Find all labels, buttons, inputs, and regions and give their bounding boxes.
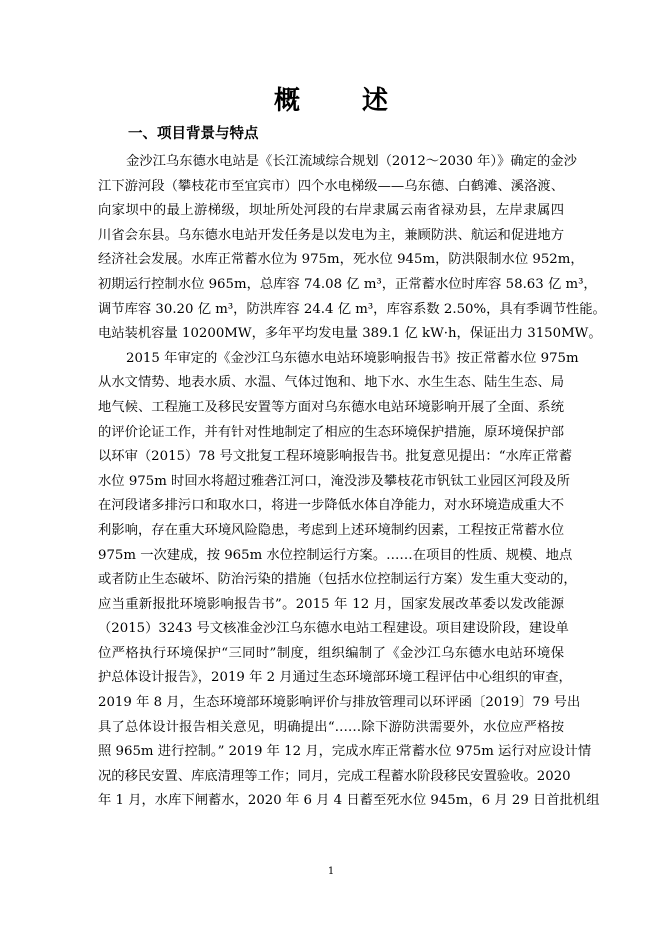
paragraph-line: 年 1 月，水库下闸蓄水，2020 年 6 月 4 日蓄至死水位 945m，6 月 29 日首批机组 [98, 793, 600, 809]
paragraph-line: 的评价论证工作，并有针对性地制定了相应的生态环境保护措施，原环境保护部 [98, 424, 564, 440]
paragraph-line: 初期运行控制水位 965m，总库容 74.08 亿 m³，正常蓄水位时库容 58.63 亿 m³， [98, 276, 597, 292]
paragraph-line: 2015 年审定的《金沙江乌东德水电站环境影响报告书》按正常蓄水位 975m [126, 350, 579, 366]
paragraph-line: 金沙江乌东德水电站是《长江流域综合规划（2012～2030 年）》确定的金沙 [126, 154, 577, 169]
paragraph-line: 位严格执行环境保护“三同时”制度，组织编制了《金沙江乌东德水电站环境保 [98, 645, 564, 661]
paragraph-line: 从水文情势、地表水质、水温、气体过饱和、地下水、水生生态、陆生生态、局 [98, 375, 564, 391]
paragraph-line: 照 965m 进行控制。” 2019 年 12 月，完成水库正常蓄水位 975m 运行对应设计情 [98, 744, 592, 760]
paragraph-line: 况的移民安置、库底清理等工作；同月，完成工程蓄水阶段移民安置验收。2020 [98, 768, 571, 784]
page-title: 概 述 [273, 86, 406, 116]
paragraph-line: 2019 年 8 月，生态环境部环境影响评价与排放管理司以环评函〔2019〕79 号出 [98, 695, 581, 711]
paragraph-line: （2015）3243 号文核准金沙江乌东德水电站工程建设。项目建设阶段，建设单 [98, 621, 569, 637]
paragraph-line: 以环审（2015）78 号文批复工程环境影响报告书。批复意见提出：“水库正常蓄 [98, 449, 572, 465]
paragraph-line: 利影响，存在重大环境风险隐患，考虑到上述环境制约因素，工程按正常蓄水位 [98, 522, 564, 538]
paragraph-line: 电站装机容量 10200MW，多年平均发电量 389.1 亿 kW·h，保证出力 3150MW。 [98, 326, 602, 342]
paragraph-line: 水位 975m 时回水将超过雅砻江河口，淹没涉及攀枝花市钒钛工业园区河段及所 [98, 473, 570, 489]
page-number: 1 [327, 866, 335, 877]
section-heading: 一、项目背景与特点 [128, 126, 259, 142]
paragraph-line: 川省会东县。乌东德水电站开发任务是以发电为主，兼顾防洪、航运和促进地方 [98, 227, 564, 243]
paragraph-line: 975m 一次建成，按 965m 水位控制运行方案。……在项目的性质、规模、地点 [98, 547, 573, 563]
paragraph-line: 应当重新报批环境影响报告书”。2015 年 12 月，国家发展改革委以发改能源 [98, 596, 564, 612]
paragraph-line: 在河段诸多排污口和取水口，将进一步降低水体自净能力，对水环境造成重大不 [98, 498, 564, 514]
paragraph-line: 护总体设计报告》，2019 年 2 月通过生态环境部环境工程评估中心组织的审查， [98, 670, 572, 686]
paragraph-line: 经济社会发展。水库正常蓄水位为 975m，死水位 945m，防洪限制水位 952m， [98, 252, 584, 268]
paragraph-line: 向家坝中的最上游梯级，坝址所处河段的右岸隶属云南省禄劝县，左岸隶属四 [98, 203, 564, 219]
paragraph-line: 江下游河段（攀枝花市至宜宾市）四个水电梯级——乌东德、白鹤滩、溪洛渡、 [98, 178, 564, 194]
paragraph-line: 调节库容 30.20 亿 m³，防洪库容 24.4 亿 m³，库容系数 2.50%，具有季调节性能。 [98, 301, 606, 317]
body-text [98, 150, 606, 814]
paragraph-line: 地气候、工程施工及移民安置等方面对乌东德水电站环境影响开展了全面、系统 [98, 399, 564, 415]
paragraph-line: 或者防止生态破坏、防治污染的措施（包括水位控制运行方案）发生重大变动的， [98, 572, 577, 588]
paragraph-line: 具了总体设计报告相关意见，明确提出“……除下游防洪需要外，水位应严格按 [98, 719, 564, 735]
